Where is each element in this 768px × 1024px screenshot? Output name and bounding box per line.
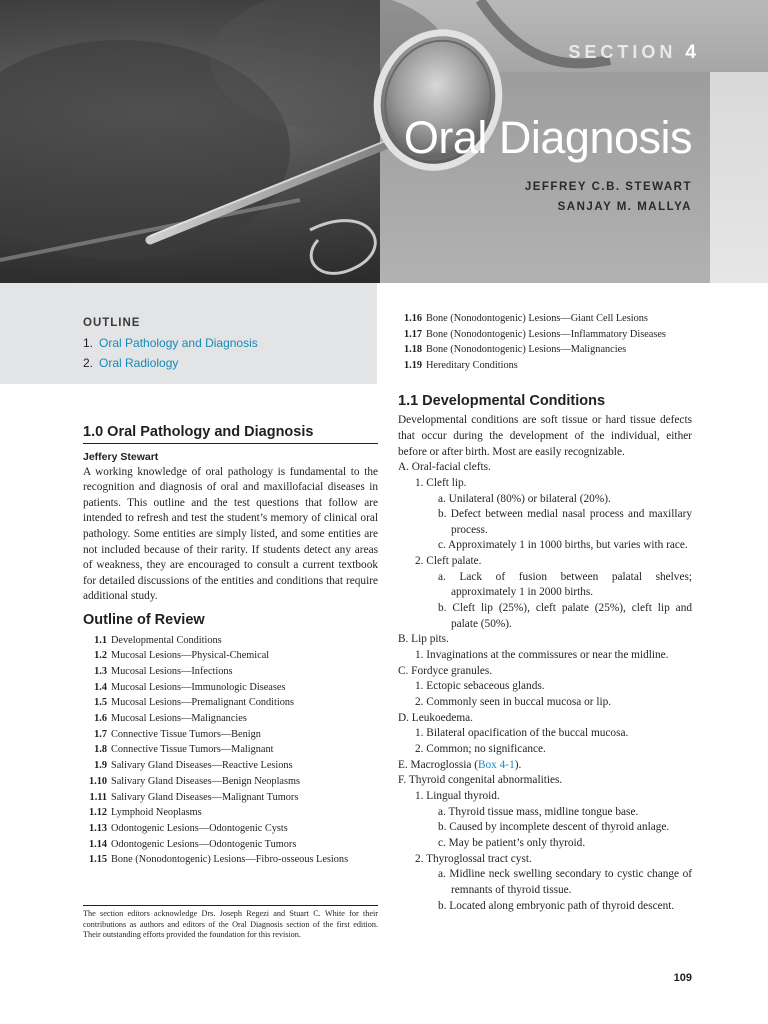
toc-number: 1.3	[94, 665, 107, 677]
list-item: A. Oral-facial clefts.	[398, 461, 491, 474]
list-item: a. Unilateral (80%) or bilateral (20%).	[438, 492, 611, 505]
right-column	[398, 311, 692, 914]
toc-number: 1.11	[89, 791, 107, 803]
list-item: F. Thyroid congenital abnormalities.	[398, 774, 563, 787]
outline-of-review-heading: Outline of Review	[83, 611, 205, 628]
chapter-header-banner	[0, 0, 768, 283]
outline-item-number: 2.	[83, 356, 94, 370]
toc-item	[83, 633, 378, 649]
toc-item	[83, 648, 378, 664]
toc-label: Lymphoid Neoplasms	[111, 807, 202, 819]
toc-number: 1.16	[403, 313, 422, 324]
outline-item-label: Oral Radiology	[99, 356, 179, 370]
list-item: b. Caused by incomplete descent of thyroid anlage.	[438, 821, 670, 834]
toc-label: Salivary Gland Diseases—Reactive Lesions	[111, 760, 293, 772]
toc-number: 1.6	[94, 713, 107, 725]
toc-item	[83, 790, 378, 806]
left-column	[83, 425, 378, 868]
editor-acknowledgment-footnote: The section editors acknowledge Drs. Joseph Regezi and Stuart C. White for their contributions as authors and editors of the Oral Diagnosis section of the first edition. Their outstanding efforts provided the foundation for this revision.	[83, 905, 378, 941]
toc-number: 1.7	[94, 728, 107, 740]
toc-label: Mucosal Lesions—Premalignant Conditions	[111, 697, 295, 709]
toc-label: Connective Tissue Tumors—Malignant	[111, 744, 274, 756]
developmental-conditions-list	[398, 460, 692, 914]
list-item: B. Lip pits.	[398, 633, 449, 646]
author-name: SANJAY M. MALLYA	[557, 201, 692, 213]
list-item: a. Lack of fusion between palatal shelves; approximately 1 in 2000 births.	[438, 570, 692, 599]
outline-item-label: Oral Pathology and Diagnosis	[99, 336, 258, 350]
list-item: 2. Thyroglossal tract cyst.	[415, 852, 532, 865]
section-label	[568, 42, 700, 64]
toc-label: Odontogenic Lesions—Odontogenic Cysts	[111, 822, 288, 834]
toc-number: 1.15	[88, 854, 107, 866]
toc-item	[398, 358, 692, 374]
list-item: 2. Common; no significance.	[415, 743, 546, 755]
toc-number: 1.9	[94, 760, 107, 772]
list-item: 1. Invaginations at the commissures or near the midline.	[415, 649, 669, 662]
toc-number: 1.12	[88, 807, 107, 819]
toc-label: Mucosal Lesions—Infections	[111, 665, 233, 677]
list-item: b. Located along embryonic path of thyroid descent.	[438, 899, 675, 912]
section-heading: 1.0 Oral Pathology and Diagnosis	[83, 424, 314, 440]
list-item: c. Approximately 1 in 1000 births, but varies with race.	[438, 539, 688, 552]
outline-box	[0, 283, 377, 384]
intro-paragraph: A working knowledge of oral pathology is fundamental to the recognition and diagnosis of oral and maxillofacial diseases in patients. This outline and the test questions that follow are intended to refresh and test the student’s memory of clinical oral pathology. Some entities are simply listed, and some entities are not included because of their rarity. If students detect any areas of weakness, they are encouraged to consult a current textbook for detailed discussions of the entities and conditions that require additional study.	[83, 465, 378, 603]
toc-item	[83, 727, 378, 743]
review-toc-list	[83, 633, 378, 869]
list-item: b. Defect between medial nasal process and maxillary process.	[438, 508, 692, 536]
list-item: 1. Ectopic sebaceous glands.	[415, 680, 545, 693]
list-item: D. Leukoedema.	[398, 711, 473, 724]
toc-number: 1.14	[88, 838, 107, 850]
list-item: b. Cleft lip (25%), cleft palate (25%), cleft lip and palate (50%).	[438, 602, 692, 630]
list-item: c. May be patient’s only thyroid.	[438, 836, 586, 849]
toc-label: Mucosal Lesions—Immunologic Diseases	[111, 681, 286, 693]
toc-item	[83, 774, 378, 790]
byline: Jeffery Stewart	[83, 450, 159, 463]
toc-item	[398, 342, 692, 358]
toc-item	[83, 664, 378, 680]
toc-item	[83, 695, 378, 711]
toc-number: 1.13	[88, 822, 107, 834]
outline-link-oral-radiology[interactable]	[83, 356, 178, 370]
list-item: 2. Commonly seen in buccal mucosa or lip.	[415, 696, 612, 709]
list-item-text: ).	[514, 758, 522, 771]
toc-label: Bone (Nonodontogenic) Lesions—Fibro-osseous Lesions	[111, 854, 349, 866]
toc-label: Mucosal Lesions—Physical-Chemical	[111, 650, 270, 662]
toc-label: Connective Tissue Tumors—Benign	[111, 728, 261, 740]
developmental-intro-paragraph: Developmental conditions are soft tissue or hard tissue defects that occur during the development of the individual, either before or after birth. Most are easily recognizable.	[398, 414, 692, 458]
toc-item	[83, 852, 378, 868]
outline-heading: OUTLINE	[83, 317, 141, 329]
toc-label: Developmental Conditions	[111, 634, 222, 646]
list-item: 1. Bilateral opacification of the buccal mucosa.	[415, 727, 629, 740]
list-item: a. Thyroid tissue mass, midline tongue base.	[438, 805, 639, 818]
toc-item	[83, 758, 378, 774]
toc-number: 1.5	[94, 697, 107, 709]
list-item: a. Midline neck swelling secondary to cystic change of remnants of thyroid tissue.	[438, 868, 692, 896]
outline-link-oral-pathology[interactable]	[83, 336, 258, 350]
list-item: 1. Lingual thyroid.	[415, 789, 500, 802]
section-word: SECTION	[568, 42, 677, 62]
toc-label: Odontogenic Lesions—Odontogenic Tumors	[111, 838, 297, 850]
box-4-1-link[interactable]: Box 4-1	[478, 758, 515, 771]
list-item: C. Fordyce granules.	[398, 664, 493, 677]
toc-label: Hereditary Conditions	[426, 360, 518, 372]
section-title: Oral Diagnosis	[403, 112, 692, 163]
toc-item	[83, 837, 378, 853]
toc-item	[83, 680, 378, 696]
toc-number: 1.8	[94, 744, 107, 756]
toc-number: 1.4	[94, 681, 107, 693]
toc-item	[398, 327, 692, 343]
toc-item	[83, 742, 378, 758]
subsection-heading: 1.1 Developmental Conditions	[398, 392, 606, 409]
toc-number: 1.17	[403, 328, 422, 340]
outline-item-number: 1.	[83, 336, 94, 350]
toc-number: 1.19	[403, 360, 422, 372]
toc-item	[83, 711, 378, 727]
toc-label: Salivary Gland Diseases—Benign Neoplasms	[111, 775, 301, 787]
toc-label: Salivary Gland Diseases—Malignant Tumors	[111, 791, 299, 803]
toc-item	[83, 821, 378, 837]
list-item-macroglossia	[398, 758, 692, 774]
toc-label: Bone (Nonodontogenic) Lesions—Giant Cell Lesions	[426, 313, 648, 324]
toc-number: 1.2	[94, 650, 107, 662]
toc-item	[398, 311, 692, 327]
toc-number: 1.1	[94, 634, 107, 646]
page-number: 109	[673, 972, 692, 984]
toc-number: 1.18	[403, 344, 422, 356]
author-name: JEFFREY C.B. STEWART	[524, 181, 692, 193]
toc-label: Bone (Nonodontogenic) Lesions—Malignancies	[426, 344, 627, 356]
toc-label: Bone (Nonodontogenic) Lesions—Inflammatory Diseases	[426, 328, 666, 340]
list-item: 1. Cleft lip.	[415, 476, 467, 489]
list-item-text: E. Macroglossia (	[398, 758, 478, 771]
toc-label: Mucosal Lesions—Malignancies	[111, 713, 247, 725]
list-item: 2. Cleft palate.	[415, 555, 482, 568]
section-heading-rule	[83, 425, 378, 444]
review-toc-list-continued	[398, 311, 692, 374]
toc-item	[83, 805, 378, 821]
toc-number: 1.10	[88, 775, 107, 787]
section-number: 4	[685, 42, 700, 63]
